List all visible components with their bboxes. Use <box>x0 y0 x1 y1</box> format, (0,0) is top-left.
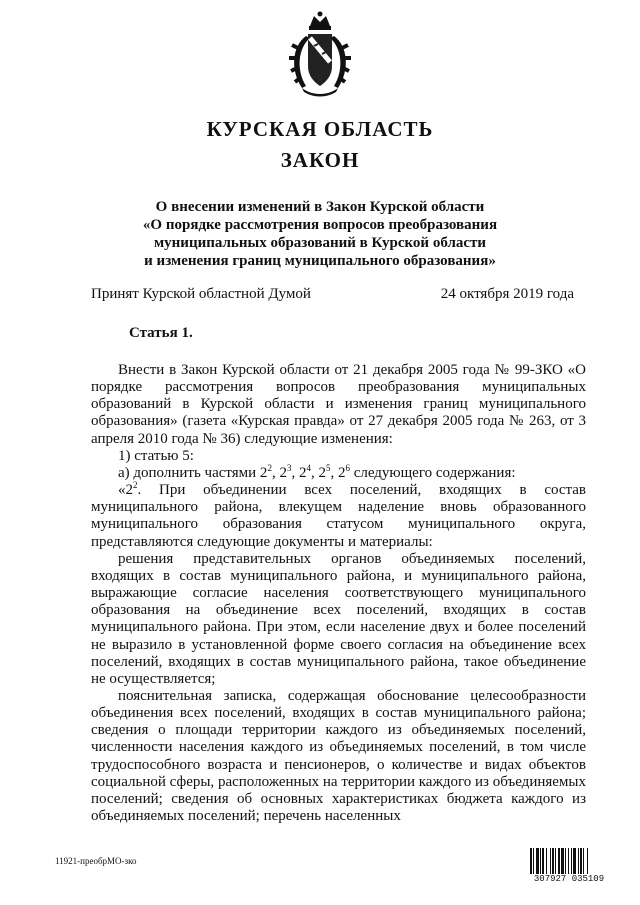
coat-of-arms-emblem <box>284 8 356 98</box>
title-line: О внесении изменений в Закон Курской области <box>155 199 485 215</box>
item-a: а) дополнить частями $2^2$, $2^3$, $2^4$, $2^5$, $2^6$ следующего содержания: <box>118 462 516 481</box>
part-open: «2 <box>118 482 133 499</box>
paragraph-decisions: решения представительных органов объединяемых поселений, входящих в состав муниципального района, и муниципального района, выражающие согласие населения соответствующего муниципального образования на объединение всех поселений, входящих в состав муниципального района. При этом, если население двух и более поселений не выразило в установленной форме своего согласия на объединение всех поселений, входящих в состав муниципального района, такое объединение не осуществляется; <box>91 550 586 687</box>
paragraph-explanatory-note: пояснительная записка, содержащая обоснование целесообразности объединения всех поселений, входящих в состав муниципального района; сведения о площади территории каждого из объединяемых поселений, численности населения каждого из объединяемых поселений, в том числе трудоспособного возраста и пенсионеров, о количестве и видах объектов социальной сферы, расположенных на территории каждого из объединяемых поселений; сведения об основных характеристиках бюджета каждого из объединяемых поселений; перечень населенных <box>91 687 586 825</box>
barcode <box>530 848 608 874</box>
part-2-2: «$2^2$. При объединении всех поселений, входящих в состав муниципального района, влекущем наделение вновь образованного муниципального образования статусом муниципального округа, представляются следующие документы и материалы: <box>91 480 586 550</box>
region-name: КУРСКАЯ ОБЛАСТЬ <box>206 117 434 141</box>
article-intro: Внести в Закон Курской области от 21 декабря 2005 года № 99-ЗКО «О порядке рассмотрения вопросов преобразования муниципальных образований в Курской области и изменения границ муниципального образования» (газета «Курская правда» от 27 декабря 2005 года № 263, от 3 апреля 2010 года № 36) следующие изменения: <box>91 362 586 447</box>
item-1: 1) статью 5: <box>118 447 194 464</box>
item-a-prefix: а) дополнить частями 2 <box>118 464 268 481</box>
part-text: . При объединении всех поселений, входящих в состав муниципального района, влекущем наделение вновь образованного муниципального образования статусом муниципального округа, представляются следующие документы и материалы: <box>91 482 586 550</box>
title-line: муниципальных образований в Курской области <box>153 235 487 251</box>
law-title <box>60 198 580 270</box>
article-body <box>91 362 586 825</box>
document-code: 11921-преобрМО-зко <box>55 856 137 866</box>
title-line: «О порядке рассмотрения вопросов преобразования <box>142 217 498 233</box>
barcode-number: 307927 035109 <box>533 874 605 884</box>
adopted-by: Принят Курской областной Думой <box>91 286 311 302</box>
article-heading: Статья 1. <box>129 325 193 341</box>
item-a-suffix: следующего содержания: <box>349 464 516 481</box>
document-type: ЗАКОН <box>280 148 360 172</box>
adopted-date: 24 октября 2019 года <box>440 286 574 302</box>
title-line: и изменения границ муниципального образования» <box>144 253 496 269</box>
